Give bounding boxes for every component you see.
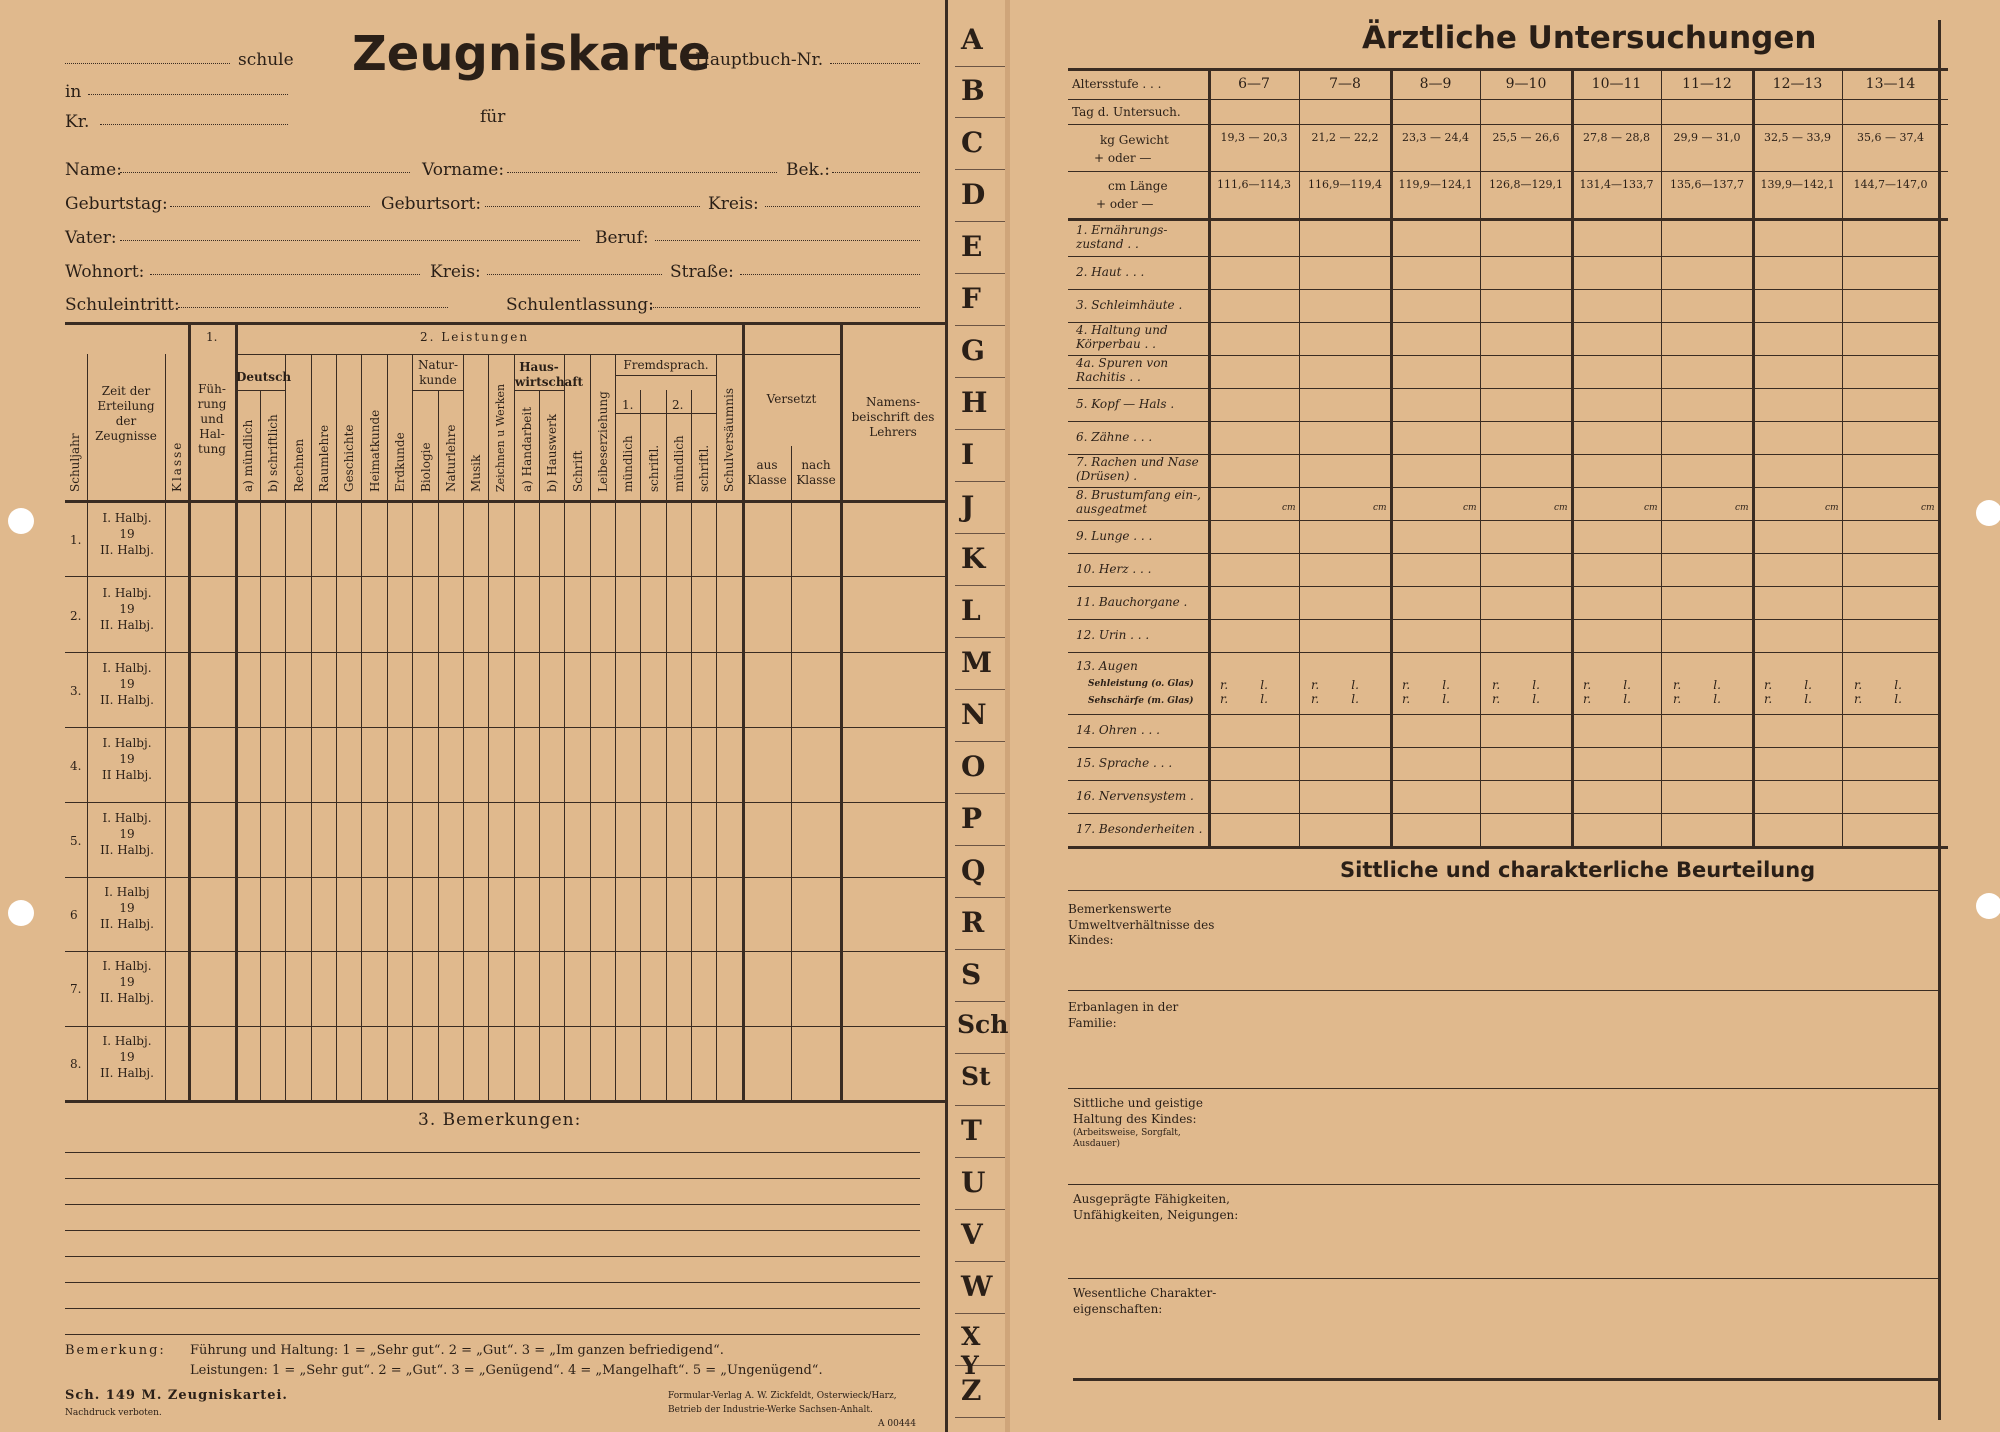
footnote-label: Bemerkung: [65,1343,166,1358]
geburtsort-field[interactable] [485,206,700,207]
strasse-field[interactable] [740,274,920,275]
row-8-halbj2: II. Halbj. [100,1066,154,1081]
row-5-number: 5. [70,834,82,848]
kreis2-field[interactable] [487,274,662,275]
row-6-number: 6 [70,908,78,922]
gewicht-plusminus: + oder — [1094,151,1152,165]
fuehrung-header: Füh- rung und Hal- tung [197,382,227,456]
fs1-label: 1. [622,398,634,412]
length-12-13: 139,9—142,1 [1760,178,1835,191]
handarbeit-header: a) Handarbeit [520,406,534,492]
tab-a[interactable]: A [955,15,1005,67]
row-8-halbj1: I. Halbj. [102,1034,152,1048]
length-7-8: 116,9—119,4 [1308,178,1382,191]
table-row[interactable] [92,585,162,634]
punch-hole [8,508,34,534]
form-code: A 00444 [878,1419,916,1429]
schuleintritt-field[interactable] [178,307,448,308]
musik-header: Musik [469,454,483,492]
bek-label: Bek.: [786,160,830,180]
beruf-field[interactable] [655,240,920,241]
row-2-halbj1: I. Halbj. [102,586,152,600]
punch-hole [1976,500,2000,526]
zeit-header: Zeit der Erteilung der Zeugnisse [95,384,157,443]
age-12-13: 12—13 [1772,76,1823,92]
tab-w[interactable]: W [955,1262,1005,1314]
tab-u[interactable]: U [955,1158,1005,1210]
footnote-line-1: Führung und Haltung: 1 = „Sehr gut“. 2 = „Gut“. 3 = „Im ganzen befriedigend“. [190,1343,724,1358]
fremdsprach-header: Fremdsprach. [623,358,709,372]
naturkunde-header: Natur- kunde [418,358,458,387]
vater-label: Vater: [65,228,117,248]
length-10-11: 131,4—133,7 [1579,178,1654,191]
fs-schriftl2-header: schriftl. [697,444,711,492]
fs2-label: 2. [672,398,684,412]
row-3-number: 3. [70,684,82,698]
augen-rl: r. l. r. l. [1311,678,1359,706]
row-1-halbj2: II. Halbj. [100,543,154,558]
table-row[interactable] [92,958,162,1007]
tag-label: Tag d. Untersuch. [1072,105,1181,119]
bek-field[interactable] [832,172,920,173]
section-faehigkeiten-label: Ausgeprägte Fähigkeiten, Unfähigkeiten, Neigungen: [1073,1192,1239,1222]
cm-marker: cm [1554,503,1568,513]
section-charakter-label: Wesentliche Charakter- eigenschaften: [1073,1286,1217,1316]
augen-rl: r. l. r. l. [1764,678,1812,706]
row-6-halbj2: II. Halbj. [100,917,154,932]
leistungen-header: 2. Leistungen [420,330,530,344]
tab-k[interactable]: K [955,534,1005,586]
right-page [1010,0,2000,1432]
weight-13-14: 35,6 — 37,4 [1857,131,1924,144]
item-nervensystem: 16. Nervensystem . [1076,789,1194,803]
age-6-7: 6—7 [1238,76,1270,92]
row-1-number: 1. [70,533,82,547]
cm-marker: cm [1373,503,1387,513]
sittlich-title: Sittliche und charakterliche Beurteilung [1340,858,1816,882]
hauptbuch-label: Hauptbuch-Nr. [695,50,824,70]
tab-i[interactable]: I [955,430,1005,482]
row-3-halbj1: I. Halbj. [102,661,152,675]
laenge-label: cm Länge [1108,179,1168,193]
length-9-10: 126,8—129,1 [1489,178,1563,191]
length-11-12: 135,6—137,7 [1670,178,1744,191]
weight-8-9: 23,3 — 24,4 [1402,131,1469,144]
table-row[interactable] [92,510,162,559]
cm-marker: cm [1463,503,1477,513]
item-haut: 2. Haut . . . [1076,265,1145,279]
vorname-label: Vorname: [422,160,505,180]
row-8-number: 8. [70,1057,82,1071]
section-charakter-line[interactable] [1073,1378,1938,1381]
augen-rl: r. l. r. l. [1220,678,1268,706]
item-bauchorgane: 11. Bauchorgane . [1076,595,1188,609]
row-8-year: 19 [119,1050,135,1065]
rechnen-header: Rechnen [292,438,306,492]
raumlehre-header: Raumlehre [317,424,331,492]
tab-e[interactable]: E [955,222,1005,274]
row-5-year: 19 [119,827,135,842]
item-zaehne: 6. Zähne . . . [1076,430,1153,444]
tab-z[interactable]: Z [955,1366,1005,1418]
row-2-halbj2: II. Halbj. [100,618,154,633]
nachdruck-note: Nachdruck verboten. [65,1408,162,1418]
length-6-7: 111,6—114,3 [1217,178,1291,191]
table-row[interactable] [92,810,162,859]
cm-marker: cm [1921,503,1935,513]
row-2-number: 2. [70,609,82,623]
section-erbanlagen-label: Erbanlagen in der Familie: [1068,1000,1179,1030]
tab-v[interactable]: V [955,1210,1005,1262]
tab-n[interactable]: N [955,690,1005,742]
laenge-plusminus: + oder — [1096,197,1154,211]
schule-label: schule [238,50,294,70]
aus-klasse-header: aus Klasse [747,458,787,487]
row-3-year: 19 [119,677,135,692]
fs-schriftl1-header: schriftl. [647,444,661,492]
schuljahr-header: Schuljahr [68,433,82,492]
section1-label: 1. [206,330,218,344]
deutsch-header: Deutsch [236,370,292,384]
fs-muendlich1-header: mündlich [621,435,635,492]
item-augen: 13. Augen [1076,659,1138,673]
weight-6-7: 19,3 — 20,3 [1220,131,1288,144]
erdkunde-header: Erdkunde [393,432,407,492]
punch-hole [1976,893,2000,919]
row-4-halbj1: I. Halbj. [102,736,152,750]
hauswirtschaft-header: Haus- wirtschaft [515,360,584,389]
punch-hole [8,900,34,926]
tab-f[interactable]: F [955,274,1005,326]
cm-marker: cm [1282,503,1296,513]
section-haltung-line[interactable] [1068,1184,1938,1185]
length-8-9: 119,9—124,1 [1398,178,1473,191]
row-4-halbj2: II Halbj. [102,768,152,783]
row-3-halbj2: II. Halbj. [100,693,154,708]
form-number: Sch. 149 M. Zeugniskartei. [65,1388,288,1403]
tab-m[interactable]: M [955,638,1005,690]
biologie-header: Biologie [419,442,433,492]
namens-header: Namens- beischrift des Lehrers [851,395,935,439]
cm-marker: cm [1825,503,1839,513]
weight-7-8: 21,2 — 22,2 [1311,131,1379,144]
row-6-year: 19 [119,901,135,916]
row-1-year: 19 [119,527,135,542]
schule-line[interactable] [65,63,230,64]
section-erbanlagen-line[interactable] [1068,1088,1938,1089]
in-line[interactable] [88,94,288,95]
table-row[interactable] [92,884,162,933]
geburtstag-field[interactable] [170,206,370,207]
heimatkunde-header: Heimatkunde [368,409,382,492]
cm-marker: cm [1644,503,1658,513]
item-rachitis: 4a. Spuren von Rachitis . . [1076,356,1169,384]
schulversaeumnis-header: Schulversäumnis [722,388,736,492]
klasse-header: Klasse [170,440,184,492]
tab-q[interactable]: Q [955,846,1005,898]
geburtsort-label: Geburtsort: [381,194,482,214]
item-urin: 12. Urin . . . [1076,628,1150,642]
age-7-8: 7—8 [1329,76,1361,92]
item-brustumfang: 8. Brustumfang ein-, ausgeatmet [1076,488,1201,516]
augen-rl: r. l. r. l. [1492,678,1540,706]
gewicht-label: kg Gewicht [1100,133,1169,147]
kreis1-label: Kreis: [708,194,759,214]
age-8-9: 8—9 [1419,76,1452,92]
tab-sch[interactable]: Sch [955,1002,1005,1054]
item-lunge: 9. Lunge . . . [1076,529,1153,543]
kreis2-label: Kreis: [430,262,481,282]
item-herz: 10. Herz . . . [1076,562,1152,576]
row-7-halbj2: II. Halbj. [100,991,154,1006]
table-row[interactable] [92,1033,162,1082]
fuer-label: für [480,107,506,127]
row-5-halbj1: I. Halbj. [102,811,152,825]
row-2-year: 19 [119,602,135,617]
page-title: Zeugniskarte [352,26,711,82]
sehschaerfe-label: Sehschärfe (m. Glas) [1088,696,1194,706]
item-haltung: 4. Haltung und Körperbau . . [1076,323,1168,351]
muendlich-header: a) mündlich [241,419,255,492]
medical-title: Ärztliche Untersuchungen [1362,20,1817,56]
wohnort-label: Wohnort: [65,262,145,282]
item-rachen: 7. Rachen und Nase (Drüsen) . [1076,455,1199,483]
augen-rl: r. l. r. l. [1583,678,1631,706]
row-5-halbj2: II. Halbj. [100,843,154,858]
table-row[interactable] [92,660,162,709]
schulentlassung-label: Schulentlassung: [506,295,654,315]
row-4-number: 4. [70,759,82,773]
length-13-14: 144,7—147,0 [1853,178,1928,191]
bemerkungen-title: 3. Bemerkungen: [418,1110,582,1130]
weight-12-13: 32,5 — 33,9 [1764,131,1831,144]
tab-r[interactable]: R [955,898,1005,950]
weight-11-12: 29,9 — 31,0 [1673,131,1741,144]
item-ohren: 14. Ohren . . . [1076,723,1160,737]
weight-10-11: 27,8 — 28,8 [1583,131,1650,144]
section-haltung-label: Sittliche und geistige Haltung des Kindes: [1073,1096,1203,1126]
schuleintritt-label: Schuleintritt: [65,295,180,315]
schriftlich-header: b) schriftlich [266,414,280,492]
kr-line[interactable] [100,124,288,125]
tab-o[interactable]: O [955,742,1005,794]
augen-rl: r. l. r. l. [1673,678,1721,706]
publisher-line-1: Formular-Verlag A. W. Zickfeldt, Osterwieck/Harz, [668,1391,897,1401]
strasse-label: Straße: [670,262,734,282]
naturlehre-header: Naturlehre [444,424,458,492]
row-4-year: 19 [119,752,135,767]
tab-xy[interactable]: X Y [955,1314,1005,1366]
augen-rl: r. l. r. l. [1854,678,1902,706]
row-7-number: 7. [70,982,82,996]
sehleistung-label: Sehleistung (o. Glas) [1088,679,1194,689]
age-10-11: 10—11 [1591,76,1642,92]
nach-klasse-header: nach Klasse [796,458,836,487]
vorname-field[interactable] [507,172,777,173]
row-1-halbj1: I. Halbj. [102,511,152,525]
tab-p[interactable]: P [955,794,1005,846]
tab-st[interactable]: St [955,1054,1005,1106]
age-13-14: 13—14 [1865,76,1916,92]
schulentlassung-field[interactable] [650,307,920,308]
footnote-line-2: Leistungen: 1 = „Sehr gut“. 2 = „Gut“. 3 = „Genügend“. 4 = „Mangelhaft“. 5 = „Ungenügend“. [190,1363,823,1378]
vater-field[interactable] [120,240,580,241]
name-field[interactable] [120,172,410,173]
row-7-year: 19 [119,975,135,990]
tab-l[interactable]: L [955,586,1005,638]
geschichte-header: Geschichte [342,424,356,492]
tab-d[interactable]: D [955,170,1005,222]
schrift-header: Schrift [571,450,585,492]
table-row[interactable] [92,735,162,784]
in-label: in [65,82,82,102]
geburtstag-label: Geburtstag: [65,194,168,214]
tab-t[interactable]: T [955,1106,1005,1158]
section-umwelt-line[interactable] [1068,990,1938,991]
kreis1-field[interactable] [765,206,920,207]
hauptbuch-line[interactable] [830,63,920,64]
zeichnen-header: Zeichnen u Werken [494,383,507,492]
versetzt-header: Versetzt [766,392,817,406]
publisher-line-2: Betrieb der Industrie-Werke Sachsen-Anhalt. [668,1405,873,1415]
item-sprache: 15. Sprache . . . [1076,756,1173,770]
cm-marker: cm [1735,503,1749,513]
item-kopf-hals: 5. Kopf — Hals . [1076,397,1175,411]
fs-muendlich2-header: mündlich [672,435,686,492]
section-haltung-note: (Arbeitsweise, Sorgfalt, Ausdauer) [1073,1128,1181,1150]
weight-9-10: 25,5 — 26,6 [1492,131,1560,144]
tab-c[interactable]: C [955,118,1005,170]
hauswerk-header: b) Hauswerk [545,413,559,492]
item-besonderheiten: 17. Besonderheiten . [1076,822,1203,836]
name-label: Name: [65,160,122,180]
tab-g[interactable]: G [955,326,1005,378]
tab-h[interactable]: H [955,378,1005,430]
row-6-halbj1: I. Halbj [104,885,150,899]
wohnort-field[interactable] [150,274,420,275]
item-schleimhaeute: 3. Schleimhäute . [1076,298,1183,312]
tab-s[interactable]: S [955,950,1005,1002]
beruf-label: Beruf: [595,228,649,248]
leibeserziehung-header: Leibeserziehung [596,391,610,492]
section-faehigkeiten-line[interactable] [1068,1278,1938,1279]
tab-b[interactable]: B [955,66,1005,118]
age-11-12: 11—12 [1682,76,1732,92]
kr-label: Kr. [65,112,90,132]
row-7-halbj1: I. Halbj. [102,959,152,973]
tab-j[interactable]: J [955,482,1005,534]
section-umwelt-label: Bemerkenswerte Umweltverhältnisse des Kindes: [1068,902,1215,948]
altersstufe-label: Altersstufe . . . [1072,77,1162,91]
age-9-10: 9—10 [1505,76,1547,92]
augen-rl: r. l. r. l. [1402,678,1450,706]
item-ernaehrung: 1. Ernährungs- zustand . . [1076,223,1168,251]
